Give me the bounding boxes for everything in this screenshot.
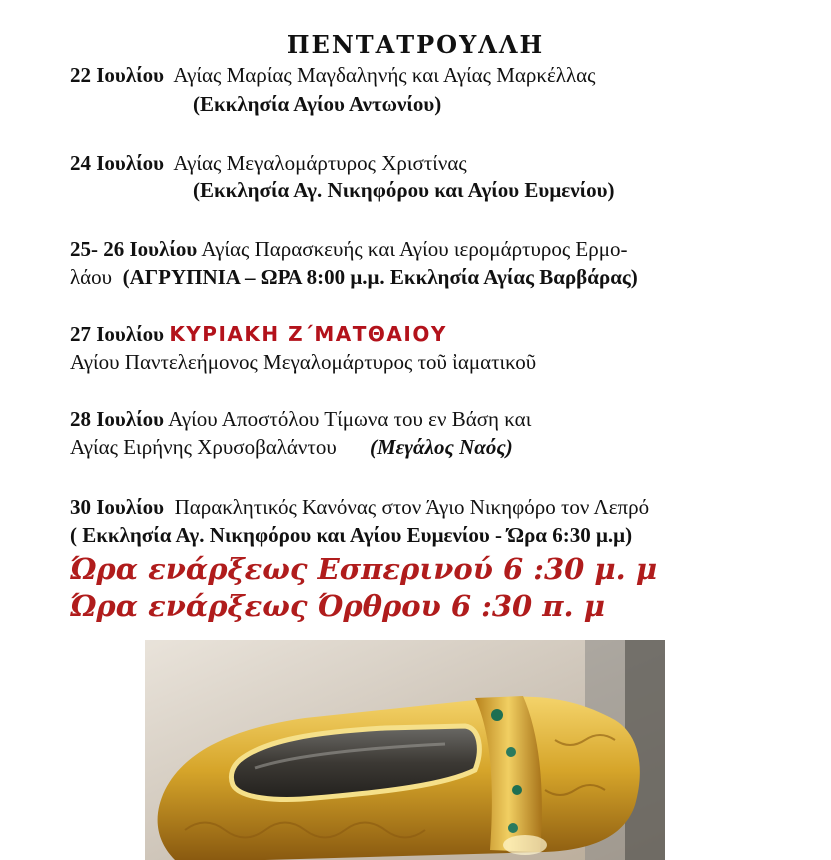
event-25-26-jul: [70, 236, 628, 262]
event-28-jul: [70, 406, 531, 432]
event-24-jul: [70, 150, 467, 176]
event-text: Αγίου Αποστόλου Τίμωνα του εν Βάση και: [168, 407, 532, 431]
event-date: 22 Ιουλίου: [70, 63, 165, 87]
event-text-2: Αγίας Ειρήνης Χρυσοβαλάντου: [70, 435, 337, 459]
event-date: 28 Ιουλίου: [70, 407, 165, 431]
sunday-label: ΚΥΡΙΑΚΗ Ζ΄ΜΑΤΘΑΙΟΥ: [169, 322, 447, 346]
event-text: Αγίου Παντελεήμονος Μεγαλομάρτυρος τοῦ ἰαματικοῦ: [70, 350, 537, 374]
event-continuation: [70, 434, 513, 460]
event-27-jul: [70, 321, 447, 347]
matins-time: Ώρα ενάρξεως Όρθρου 6 :30 π. μ: [70, 589, 605, 623]
event-church: (Μεγάλος Ναός): [370, 435, 513, 459]
event-text-cont: λάου: [70, 265, 113, 289]
event-date: 30 Ιουλίου: [70, 495, 165, 519]
event-text: Παρακλητικός Κανόνας στον Άγιο Νικηφόρο τον Λεπρό: [174, 495, 650, 519]
vespers-time: Ώρα ενάρξεως Εσπερινού 6 :30 μ. μ: [70, 552, 658, 586]
event-date: 24 Ιουλίου: [70, 151, 165, 175]
event-text: Αγίας Μαρίας Μαγδαληνής και Αγίας Μαρκέλλας: [173, 63, 596, 87]
event-church: (ΑΓΡΥΠΝΙΑ – ΩΡΑ 8:00 μ.μ. Εκκλησία Αγίας Βαρβάρας): [122, 265, 638, 289]
relic-image: [145, 640, 665, 860]
event-date: 27 Ιουλίου: [70, 322, 165, 346]
event-text: Αγίας Μεγαλομάρτυρος Χριστίνας: [173, 151, 467, 175]
event-church: ( Εκκλησία Αγ. Νικηφόρου και Αγίου Ευμενίου - Ώρα 6:30 μ.μ): [70, 523, 633, 547]
event-church: (Εκκλησία Αγ. Νικηφόρου και Αγίου Ευμενίου): [193, 178, 615, 202]
event-church: (Εκκλησία Αγίου Αντωνίου): [193, 92, 442, 116]
event-date: 25- 26 Ιουλίου: [70, 237, 198, 261]
event-22-jul: [70, 62, 595, 88]
page-title: ΠΕΝΤΑΤΡΟΥΛΛΗ: [286, 30, 545, 59]
event-continuation: [70, 264, 638, 290]
event-30-jul: [70, 494, 649, 520]
event-text: Αγίας Παρασκευής και Αγίου ιερομάρτυρος Ερμο-: [201, 237, 628, 261]
